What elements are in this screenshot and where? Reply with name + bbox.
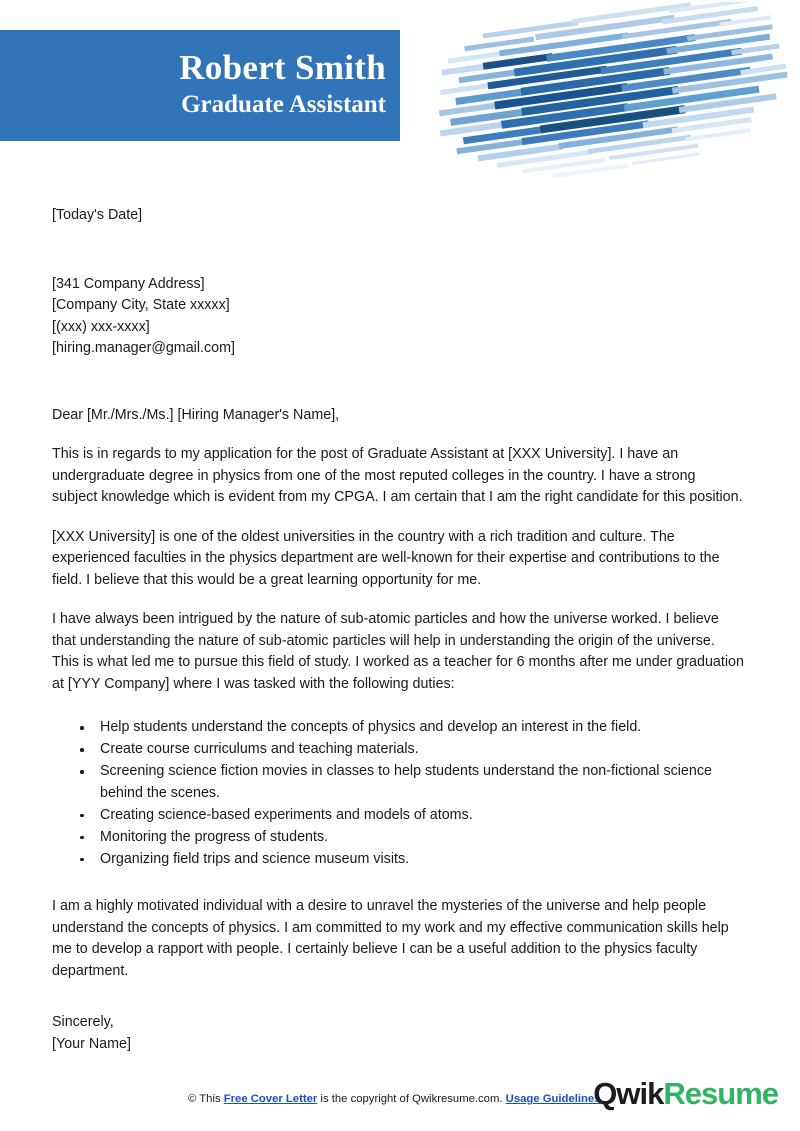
qwikresume-logo xyxy=(593,1076,778,1112)
free-cover-letter-link[interactable]: Free Cover Letter xyxy=(223,1093,318,1105)
copyright-prefix: © This xyxy=(188,1093,224,1105)
closing-paragraph: I am a highly motivated individual with a desire to unravel the mysteries of the universe and help people understand the concepts of physics. I am committed to my work and my effective communication skills help me to develop a rapport with people. I certainly believe I can be a useful addition to the physics faculty department. xyxy=(52,898,729,979)
body-paragraph: I have always been intrigued by the nature of sub-atomic particles and how the universe worked. I believe that understanding the nature of sub-atomic particles will help in understanding the origin of the universe. This is what led me to pursue this field of study. I worked as a teacher for 6 months after me under graduation at [YYY Company] where I was tasked with the following duties: xyxy=(52,611,744,692)
list-item: Help students understand the concepts of physics and develop an interest in the field. xyxy=(100,717,744,739)
signature-name: [Your Name] xyxy=(52,1035,131,1052)
recipient-line: [hiring.manager@gmail.com] xyxy=(52,340,235,356)
list-item: Monitoring the progress of students. xyxy=(100,827,744,849)
name-banner xyxy=(0,30,400,141)
brand-name-second: Resume xyxy=(663,1076,778,1111)
sign-off: Sincerely, xyxy=(52,1014,114,1030)
body-paragraph: [XXX University] is one of the oldest universities in the country with a rich tradition and culture. The experienced faculties in the physics department are well-known for their expertise and contributions to the field. I believe that this would be a great learning opportunity for me. xyxy=(52,528,720,588)
copyright-middle: is the copyright of Qwikresume.com. xyxy=(317,1093,506,1105)
blue-streaks-graphic xyxy=(432,2,794,182)
candidate-title: Graduate Assistant xyxy=(181,91,386,119)
page-footer xyxy=(0,1067,800,1123)
recipient-line: [341 Company Address] xyxy=(52,275,205,292)
recipient-line: [(xxx) xxx-xxxx] xyxy=(52,318,150,335)
recipient-line: [Company City, State xxxxx] xyxy=(52,297,230,313)
list-item: Creating science-based experiments and models of atoms. xyxy=(100,805,744,827)
candidate-name: Robert Smith xyxy=(179,47,386,87)
body-paragraph: This is in regards to my application for the post of Graduate Assistant at [XXX University]. I have an undergraduate degree in physics from one of the most reputed colleges in the country. I have a strong subject knowledge which is evident from my CPGA. I am certain that I am the right candidate for this position. xyxy=(52,446,743,505)
date-placeholder: [Today's Date] xyxy=(52,207,143,223)
brand-name-first: Qwik xyxy=(593,1076,664,1111)
signature-block xyxy=(52,1012,744,1055)
usage-guidelines-link[interactable]: Usage Guidelines xyxy=(505,1093,601,1105)
list-item: Create course curriculums and teaching materials. xyxy=(100,739,744,761)
list-item: Organizing field trips and science museum visits. xyxy=(100,849,744,871)
copyright-notice xyxy=(188,1093,600,1105)
letter-body xyxy=(0,205,800,1055)
salutation: Dear [Mr./Mrs./Ms.] [Hiring Manager's Name], xyxy=(52,406,340,423)
recipient-address-block xyxy=(52,274,744,360)
letter-header xyxy=(0,0,800,185)
list-item: Screening science fiction movies in classes to help students understand the non-fictional science behind the scenes. xyxy=(100,761,744,804)
duties-list xyxy=(52,717,744,870)
